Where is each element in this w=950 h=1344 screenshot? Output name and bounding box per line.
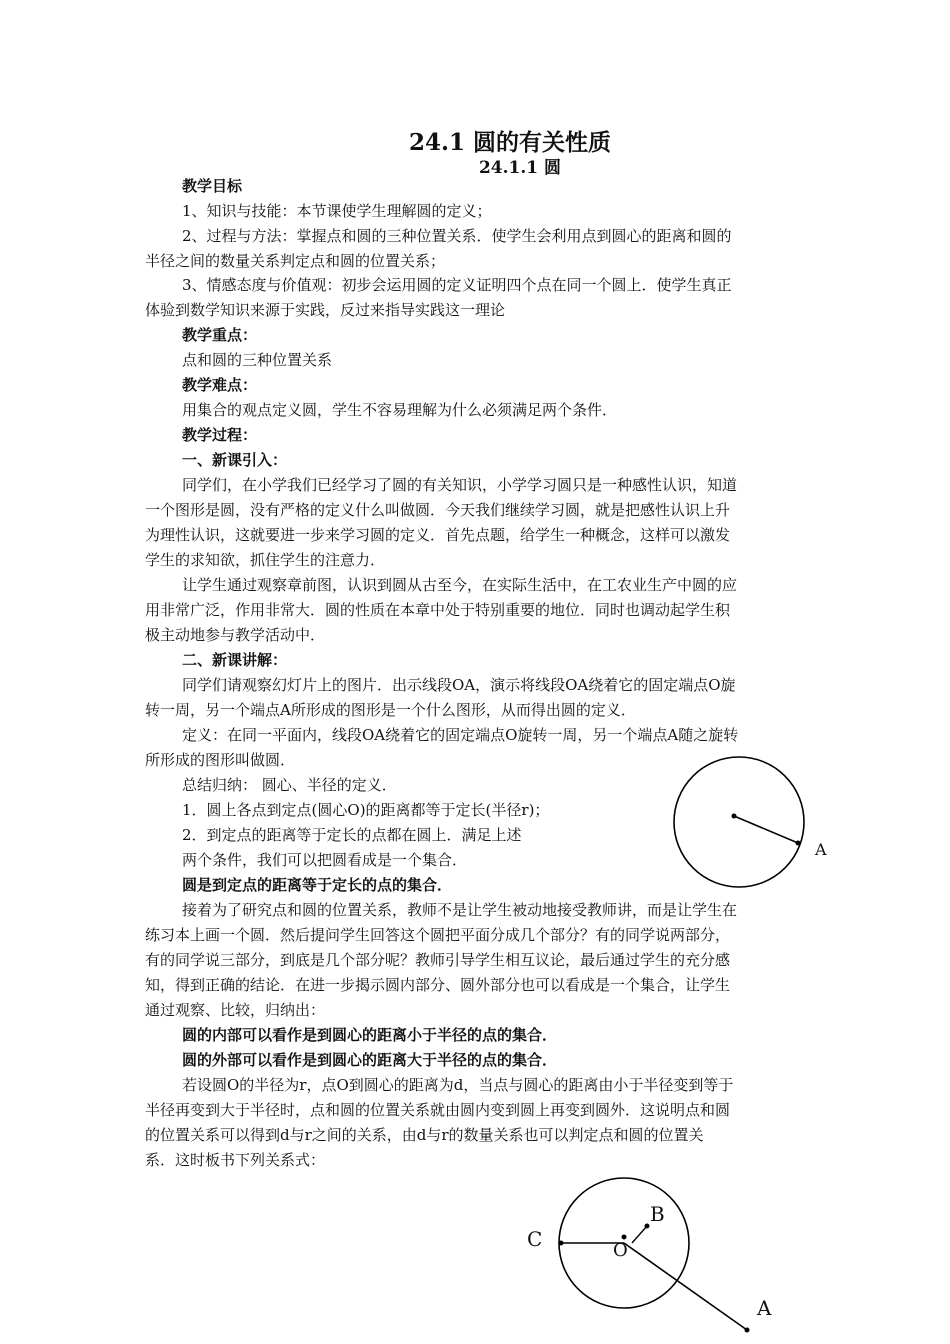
- text-line: 半径之间的数量关系判定点和圆的位置关系；: [145, 252, 446, 270]
- text-line: 系．这时板书下列关系式：: [145, 1151, 326, 1169]
- text-line: 的位置关系可以得到d与r之间的关系，由d与r的数量关系也可以判定点和圆的位置关: [145, 1126, 704, 1144]
- section-title: 24.1.1 圆: [478, 158, 562, 178]
- heading-process: 教学过程：: [182, 426, 258, 444]
- text-line: 用非常广泛，作用非常大．圆的性质在本章中处于特别重要的地位．同时也调动起学生积: [145, 601, 731, 619]
- heading-key-points: 教学重点：: [182, 326, 258, 344]
- text-line: 同学们，在小学我们已经学习了圆的有关知识，小学学习圆只是一种感性认识，知道: [182, 476, 738, 494]
- text-line: 1．圆上各点到定点(圆心O)的距离都等于定长(半径r)；: [182, 801, 550, 819]
- text-line: 转一周，另一个端点A所形成的图形是一个什么图形，从而得出圆的定义．: [145, 701, 636, 719]
- text-line: 通过观察、比较，归纳出：: [145, 1001, 326, 1019]
- text-line: 体验到数学知识来源于实践，反过来指导实践这一理论: [145, 301, 506, 319]
- text-line: 3、情感态度与价值观：初步会运用圆的定义证明四个点在同一个圆上．使学生真正: [182, 276, 732, 294]
- text-line: 用集合的观点定义圆，学生不容易理解为什么必须满足两个条件．: [182, 401, 618, 419]
- text-line: 点和圆的三种位置关系: [182, 351, 333, 369]
- page-title: 24.1 圆的有关性质: [408, 129, 612, 156]
- figure2-label-b: B: [650, 1202, 665, 1226]
- heading-intro: 一、新课引入：: [182, 451, 288, 469]
- text-line: 练习本上画一个圆．然后提问学生回答这个圆把平面分成几个部分？有的同学说两部分，: [145, 926, 731, 944]
- definition-statement: 圆是到定点的距离等于定长的点的集合．: [182, 876, 453, 894]
- heading-teaching-goals: 教学目标: [182, 177, 243, 195]
- interior-statement: 圆的内部可以看作是到圆心的距离小于半径的点的集合．: [182, 1026, 558, 1044]
- text-line: 半径再变到大于半径时，点和圆的位置关系就由圆内变到圆上再变到圆外．这说明点和圆: [145, 1101, 731, 1119]
- text-line: 所形成的图形叫做圆．: [145, 751, 296, 769]
- circle-figure-1: [660, 770, 830, 920]
- text-line: 2、过程与方法：掌握点和圆的三种位置关系．使学生会利用点到圆心的距离和圆的: [182, 227, 732, 245]
- figure1-label-a: A: [815, 840, 827, 859]
- text-line: 接着为了研究点和圆的位置关系，教师不是让学生被动地接受教师讲，而是让学生在: [182, 901, 738, 919]
- text-line: 为理性认识，这就要进一步来学习圆的定义．首先点题，给学生一种概念，这样可以激发: [145, 526, 731, 544]
- text-line: 同学们请观察幻灯片上的图片．出示线段OA，演示将线段OA绕着它的固定端点O旋: [182, 676, 736, 694]
- text-line: 总结归纳： 圆心、半径的定义．: [182, 776, 397, 794]
- text-line: 有的同学说三部分，到底是几个部分呢？教师引导学生相互议论，最后通过学生的充分感: [145, 951, 731, 969]
- text-line: 定义：在同一平面内，线段OA绕着它的固定端点O旋转一周，另一个端点A随之旋转: [182, 726, 739, 744]
- figure2-label-a: A: [757, 1296, 772, 1320]
- text-line: 1、知识与技能：本节课使学生理解圆的定义；: [182, 202, 492, 220]
- circle-figure-2: [540, 1175, 770, 1344]
- figure2-label-c: C: [527, 1227, 543, 1251]
- text-line: 知，得到正确的结论．在进一步揭示圆内部分、圆外部分也可以看成是一个集合，让学生: [145, 976, 731, 994]
- heading-lecture: 二、新课讲解：: [182, 651, 288, 669]
- exterior-statement: 圆的外部可以看作是到圆心的距离大于半径的点的集合．: [182, 1051, 558, 1069]
- figure2-label-o: O: [613, 1240, 628, 1261]
- heading-difficulties: 教学难点：: [182, 376, 258, 394]
- text-line: 极主动地参与教学活动中．: [145, 626, 326, 644]
- text-line: 若设圆O的半径为r，点O到圆心的距离为d，当点与圆心的距离由小于半径变到等于: [182, 1076, 734, 1094]
- text-line: 学生的求知欲，抓住学生的注意力．: [145, 551, 386, 569]
- text-line: 两个条件，我们可以把圆看成是一个集合．: [182, 851, 468, 869]
- text-line: 2．到定点的距离等于定长的点都在圆上．满足上述: [182, 826, 522, 844]
- text-line: 让学生通过观察章前图，认识到圆从古至今，在实际生活中，在工农业生产中圆的应: [182, 576, 738, 594]
- text-line: 一个图形是圆，没有严格的定义什么叫做圆．今天我们继续学习圆，就是把感性认识上升: [145, 501, 731, 519]
